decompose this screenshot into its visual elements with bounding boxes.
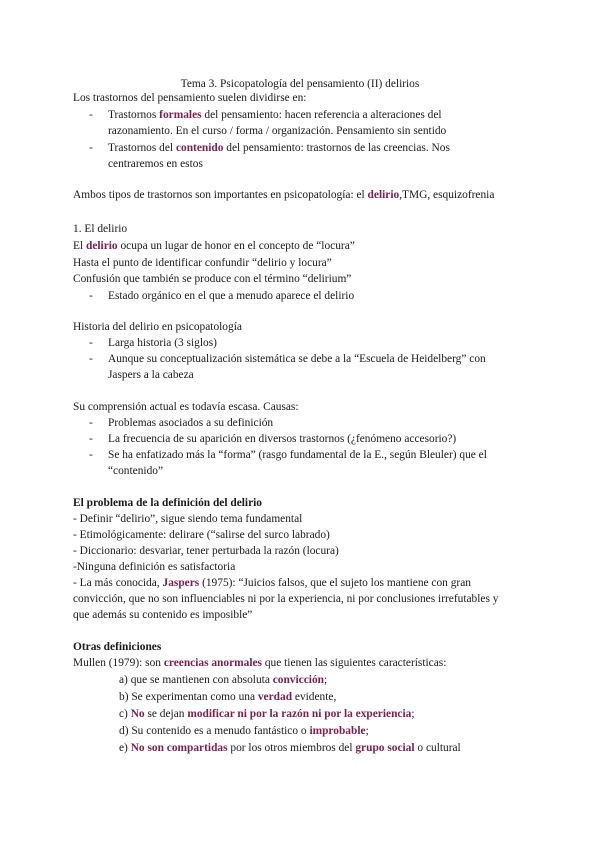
bullet-formales: Trastornos formales del pensamiento: hacen referencia a alteraciones del — [108, 109, 442, 121]
caracteristica-d: d) Su contenido es a menudo fantástico o improbable; — [119, 725, 369, 737]
problema-line-1: - Definir “delirio”, sigue siendo tema fundamental — [73, 513, 303, 525]
comprension-bullet-3-cont: “contenido” — [108, 465, 164, 477]
delirio-line-1: El delirio ocupa un lugar de honor en el concepto de “locura” — [73, 240, 355, 252]
problema-line-6: convicción, que no son influenciables ni por la experiencia, ni por conclusiones irrefutables y — [73, 593, 499, 605]
bullet-dash: - — [89, 337, 93, 349]
delirio-line-3: Confusión que también se produce con el término “delirium” — [73, 273, 352, 285]
comprension-bullet-1: Problemas asociados a su definición — [108, 417, 274, 429]
caracteristica-c: c) No se dejan modificar ni por la razón ni por la experiencia; — [119, 708, 415, 720]
historia-heading: Historia del delirio en psicopatología — [73, 321, 242, 333]
historia-bullet-2-cont: Jaspers a la cabeza — [108, 369, 194, 381]
bullet-dash: - — [89, 142, 93, 154]
otras-line-1: Mullen (1979): son creencias anormales que tienen las siguientes características: — [73, 657, 447, 669]
bullet-formales-cont: razonamiento. En el curso / forma / organización. Pensamiento sin sentido — [108, 125, 447, 137]
problema-line-5: - La más conocida, Jaspers (1975): “Juicios falsos, que el sujeto los mantiene con gran — [73, 577, 471, 589]
delirio-line-2: Hasta el punto de identificar confundir “delirio y locura” — [73, 257, 332, 269]
problema-line-3: - Diccionario: desvariar, tener perturbada la razón (locura) — [73, 545, 339, 557]
comprension-heading: Su comprensión actual es todavía escasa. Causas: — [73, 401, 299, 413]
historia-bullet-2: Aunque su conceptualización sistemática se debe a la “Escuela de Heidelberg” con — [108, 353, 486, 365]
problema-heading: El problema de la definición del delirio — [73, 497, 263, 509]
bullet-dash: - — [89, 353, 93, 365]
ambos-text: Ambos tipos de trastornos son importantes en psicopatología: el delirio,TMG, esquizofrenia — [73, 189, 495, 201]
problema-line-2: - Etimológicamente: delirare (“salirse del surco labrado) — [73, 529, 330, 541]
bullet-dash: - — [89, 109, 93, 121]
historia-bullet-1: Larga historia (3 siglos) — [108, 337, 217, 349]
comprension-bullet-2: La frecuencia de su aparición en diversos trastornos (¿fenómeno accesorio?) — [108, 433, 457, 445]
bullet-contenido-cont: centraremos en estos — [108, 158, 203, 170]
bullet-dash: - — [89, 290, 93, 302]
bullet-contenido: Trastornos del contenido del pensamiento: trastornos de las creencias. Nos — [108, 142, 450, 154]
problema-line-7: que además su contenido es imposible” — [73, 609, 253, 621]
bullet-dash: - — [89, 449, 93, 461]
bullet-dash: - — [89, 417, 93, 429]
caracteristica-e: e) No son compartidas por los otros miembros del grupo social o cultural — [119, 742, 461, 754]
page-title: Tema 3. Psicopatología del pensamiento (II) delirios — [180, 78, 420, 90]
problema-line-4: -Ninguna definición es satisfactoria — [73, 561, 236, 573]
comprension-bullet-3: Se ha enfatizado más la “forma” (rasgo fundamental de la E., según Bleuler) que el — [108, 449, 487, 461]
caracteristica-a: a) que se mantienen con absoluta convicción; — [119, 674, 328, 686]
otras-heading: Otras definiciones — [73, 641, 162, 653]
section-heading-delirio: 1. El delirio — [73, 223, 128, 235]
caracteristica-b: b) Se experimentan como una verdad evidente, — [119, 691, 337, 703]
delirio-bullet: Estado orgánico en el que a menudo aparece el delirio — [108, 290, 355, 302]
bullet-dash: - — [89, 433, 93, 445]
intro-text: Los trastornos del pensamiento suelen dividirse en: — [73, 92, 307, 104]
